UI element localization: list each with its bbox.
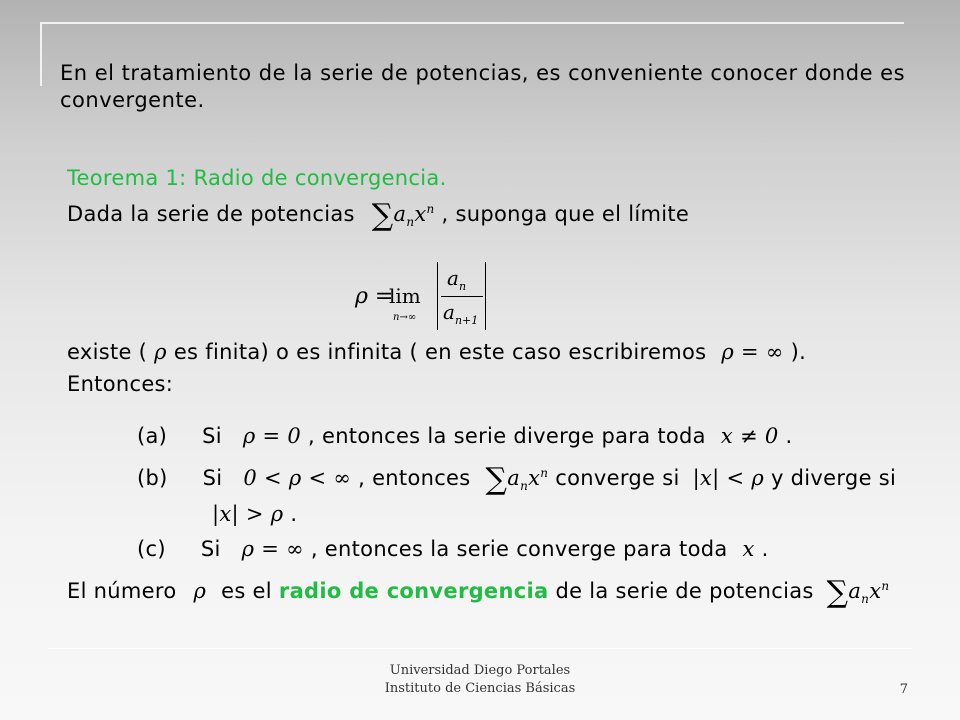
case-c-label: (c) [137,537,166,561]
case-b-end: . [290,502,298,526]
frame-top-line [40,22,904,24]
case-b-series: $\sum a_nx^n$ [485,462,549,497]
case-c [137,537,769,561]
footer-university: Universidad Diego Portales [389,663,571,678]
exists-text-b: es finita) o es infinita ( en este caso escribiremos [173,340,707,364]
page-number: 7 [899,682,908,697]
case-a-tail: x ≠ 0 [720,424,779,448]
case-b-si: Si [202,466,223,490]
then-label: Entonces: [67,372,174,396]
case-b-cond: 0 < ρ < ∞ [243,466,352,490]
given-prefix: Dada la serie de potencias [67,202,355,226]
rho-symbol: ρ [154,340,167,364]
case-c-cond: ρ = ∞ [241,537,304,561]
conclusion-series: $\sum a_nx^n$ [826,575,890,610]
case-b-cont [212,502,297,526]
case-b-mid: converge si [555,466,680,490]
case-b [137,462,896,497]
conclusion-line [67,575,889,610]
given-suffix: , suponga que el límite [441,202,690,226]
case-a-text: , entonces la serie diverge para toda [308,424,706,448]
given-line [67,198,689,233]
case-a-label: (a) [137,424,168,448]
case-b-label: (b) [137,466,168,490]
case-c-end: . [761,537,769,561]
exists-text-a: existe ( [67,340,148,364]
case-c-tail: x [742,537,755,561]
case-a-cond: ρ = 0 [242,424,302,448]
limit-formula: ρ = lim n→∞ $a_n$ $a_{n+1}$ [355,262,495,332]
rho-infinity: ρ = ∞ [721,340,784,364]
footer [0,662,960,698]
case-c-text: , entonces la serie converge para toda [310,537,728,561]
case-a-end: . [785,424,793,448]
case-b-cond2: |x| < ρ [692,466,764,490]
conclusion-b: es el [221,579,272,603]
footer-divider [48,648,912,649]
case-c-si: Si [200,537,221,561]
series-expr: $\sum a_nx^n$ [371,198,435,233]
case-a-si: Si [202,424,222,448]
exists-text-c: ). [790,340,807,364]
intro-text: En el tratamiento de la serie de potencias, es conveniente conocer donde es convergente. [60,61,906,112]
footer-institute: Instituto de Ciencias Básicas [384,681,576,696]
case-b-mid2: y diverge si [770,466,897,490]
conclusion-c: de la serie de potencias [555,579,814,603]
exists-line [67,340,806,364]
case-a [137,424,792,448]
case-b-text: , entonces [358,466,471,490]
conclusion-rho: ρ [193,579,207,603]
conclusion-a: El número [67,579,177,603]
frame-left-line [40,22,42,86]
radius-highlight: radio de convergencia [278,579,549,603]
theorem-title: Teorema 1: Radio de convergencia. [67,166,447,190]
case-b-cond3: |x| > ρ [212,502,284,526]
